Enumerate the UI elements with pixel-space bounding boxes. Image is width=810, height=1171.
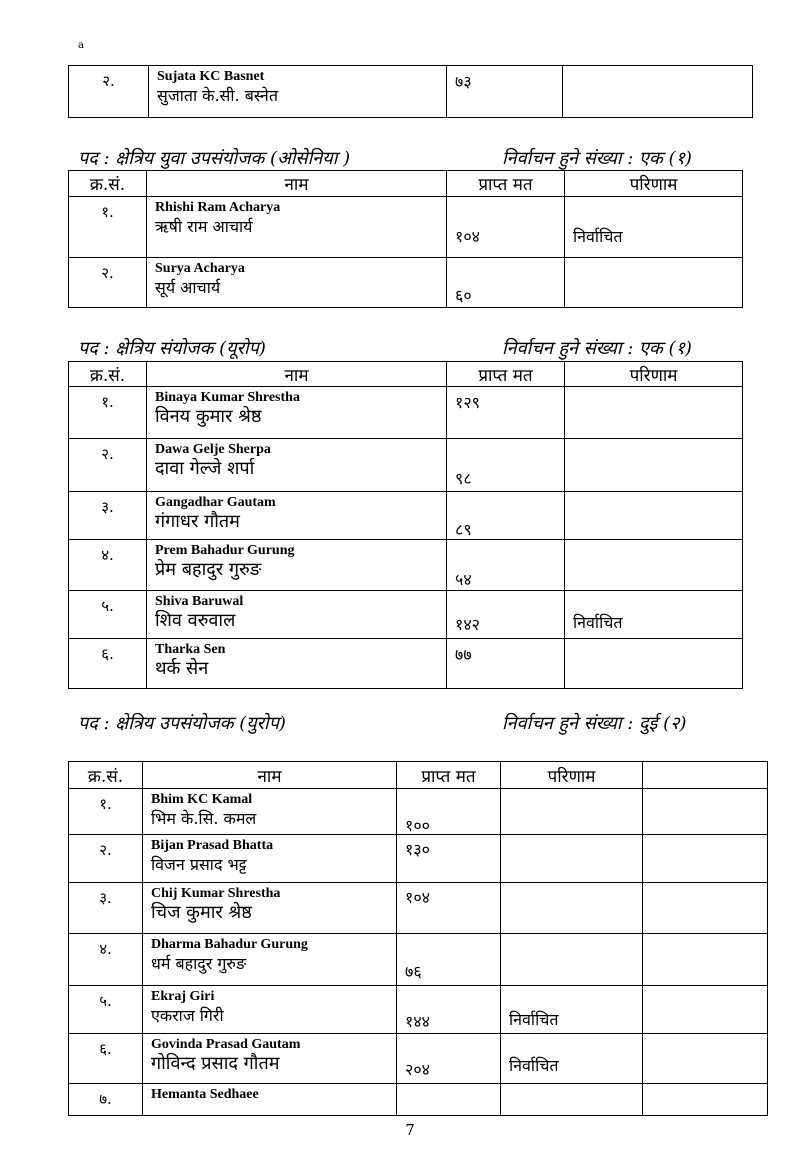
candidate-name-en: Govinda Prasad Gautam — [151, 1037, 301, 1052]
result-cell — [501, 1084, 643, 1116]
result-cell — [563, 66, 753, 118]
serial-cell: १. — [69, 197, 147, 258]
result-cell — [565, 639, 743, 689]
candidate-name-cell — [147, 492, 447, 540]
result-cell — [565, 439, 743, 492]
serial-cell: ६. — [69, 1034, 143, 1084]
votes-cell — [447, 492, 565, 540]
votes-value: १३० — [405, 840, 430, 859]
candidate-name-np: चिज कुमार श्रेष्ठ — [151, 902, 252, 923]
results-table-youth-oceania — [68, 170, 743, 308]
seat-count: निर्वाचन हुने संख्या : एक (१) — [502, 148, 692, 169]
result-cell — [501, 789, 643, 835]
votes-cell — [447, 591, 565, 639]
result-value: निर्वाचित — [573, 613, 623, 632]
page-mark: a — [78, 40, 84, 51]
result-cell — [565, 258, 743, 308]
table-row — [69, 1084, 768, 1116]
candidate-name-cell — [147, 197, 447, 258]
candidate-name-cell — [147, 439, 447, 492]
table-row — [69, 439, 743, 492]
serial-cell: ६. — [69, 639, 147, 689]
candidate-name-en: Tharka Sen — [155, 642, 226, 657]
candidate-name-en: Chij Kumar Shrestha — [151, 886, 281, 901]
candidate-name-en: Bijan Prasad Bhatta — [151, 838, 274, 853]
result-cell — [565, 540, 743, 591]
header-result: परिणाम — [565, 171, 743, 197]
candidate-name-np: सुजाता के.सी. बस्नेत — [157, 86, 278, 105]
candidate-name-np: गंगाधर गौतम — [155, 511, 240, 532]
table-row — [69, 591, 743, 639]
post-title: पद : क्षेत्रिय संयोजक (यूरोप) — [78, 338, 266, 359]
candidate-name-cell — [147, 258, 447, 308]
post-title: पद : क्षेत्रिय उपसंयोजक (युरोप) — [78, 713, 286, 734]
result-cell — [565, 591, 743, 639]
post-title: पद : क्षेत्रिय युवा उपसंयोजक (ओसेनिया ) — [78, 148, 351, 169]
candidate-name-en: Gangadhar Gautam — [155, 495, 276, 510]
candidate-name-np: धर्म बहादुर गुरुङ — [151, 954, 247, 973]
candidate-name-np: सूर्य आचार्य — [155, 278, 221, 297]
votes-cell — [447, 540, 565, 591]
results-table-continued — [68, 65, 753, 118]
table-row — [69, 197, 743, 258]
header-row — [69, 171, 743, 197]
table-row — [69, 387, 743, 439]
serial-cell: ४. — [69, 934, 143, 986]
table-row — [69, 986, 768, 1034]
header-votes: प्राप्त मत — [447, 171, 565, 197]
result-cell — [501, 1034, 643, 1084]
candidate-name-cell — [143, 789, 397, 835]
empty-cell — [643, 789, 768, 835]
table-row — [69, 492, 743, 540]
candidate-name-en: Dawa Gelje Sherpa — [155, 442, 271, 457]
serial-cell: ५. — [69, 986, 143, 1034]
result-cell — [565, 197, 743, 258]
result-cell — [565, 492, 743, 540]
candidate-name-cell — [147, 639, 447, 689]
seat-count: निर्वाचन हुने संख्या : दुई (२) — [502, 713, 687, 734]
votes-value: १०० — [405, 816, 430, 835]
candidate-name-np: विजन प्रसाद भट्ट — [151, 855, 247, 874]
candidate-name-np: प्रेम बहादुर गुरुङ — [155, 559, 262, 580]
header-serial: क्र.सं. — [69, 171, 147, 197]
votes-value: ७६ — [405, 962, 422, 981]
candidate-name-en: Rhishi Ram Acharya — [155, 200, 281, 215]
serial-cell: ३. — [69, 883, 143, 934]
votes-value: ६० — [455, 286, 472, 305]
votes-value: १०४ — [455, 227, 480, 246]
header-row — [69, 762, 768, 789]
candidate-name-en: Sujata KC Basnet — [157, 69, 265, 84]
serial-cell: ५. — [69, 591, 147, 639]
votes-cell — [447, 258, 565, 308]
votes-cell — [397, 1084, 501, 1116]
votes-cell — [397, 835, 501, 883]
serial-cell: २. — [69, 258, 147, 308]
results-table-deputy-coordinator-europe — [68, 761, 768, 1116]
header-votes: प्राप्त मत — [397, 762, 501, 789]
table-row — [69, 789, 768, 835]
serial-cell: ४. — [69, 540, 147, 591]
header-name: नाम — [147, 171, 447, 197]
votes-value: १२९ — [455, 393, 480, 412]
candidate-name-cell — [147, 591, 447, 639]
candidate-name-cell — [143, 835, 397, 883]
header-result: परिणाम — [501, 762, 643, 789]
seat-count: निर्वाचन हुने संख्या : एक (१) — [502, 338, 692, 359]
votes-cell — [397, 883, 501, 934]
votes-cell — [397, 789, 501, 835]
header-serial: क्र.सं. — [69, 362, 147, 387]
candidate-name-cell — [143, 1034, 397, 1084]
header-result: परिणाम — [565, 362, 743, 387]
empty-cell — [643, 934, 768, 986]
header-votes: प्राप्त मत — [447, 362, 565, 387]
empty-cell — [643, 1034, 768, 1084]
votes-value: २०४ — [405, 1060, 430, 1079]
votes-value: ७७ — [455, 645, 472, 664]
candidate-name-np: दावा गेल्जे शर्पा — [155, 458, 255, 479]
result-cell — [501, 835, 643, 883]
votes-value: १४२ — [455, 615, 480, 634]
candidate-name-cell — [143, 934, 397, 986]
header-row — [69, 362, 743, 387]
votes-value: ८९ — [455, 520, 472, 539]
candidate-name-np: ऋषी राम आचार्य — [155, 217, 253, 236]
candidate-name-np: विनय कुमार श्रेष्ठ — [155, 406, 262, 427]
table-row — [69, 835, 768, 883]
candidate-name-en: Bhim KC Kamal — [151, 792, 253, 807]
result-cell — [501, 934, 643, 986]
candidate-name-cell — [147, 540, 447, 591]
candidate-name-np: भिम के.सि. कमल — [151, 809, 257, 828]
votes-value: १०४ — [405, 888, 430, 907]
header-name: नाम — [143, 762, 397, 789]
candidate-name-np: शिव वरुवाल — [155, 610, 236, 631]
candidate-name-cell — [143, 883, 397, 934]
votes-cell — [397, 1034, 501, 1084]
votes-cell — [447, 639, 565, 689]
table-row — [69, 540, 743, 591]
candidate-name-np: गोविन्द प्रसाद गौतम — [151, 1053, 280, 1074]
candidate-name-en: Surya Acharya — [155, 261, 245, 276]
results-table-coordinator-europe — [68, 361, 743, 689]
serial-cell: २. — [69, 439, 147, 492]
serial-cell: २. — [69, 835, 143, 883]
candidate-name-np: थर्क सेन — [155, 658, 209, 679]
votes-value: ५४ — [455, 570, 472, 589]
votes-value: ९८ — [455, 469, 472, 488]
candidate-name-en: Shiva Baruwal — [155, 594, 244, 609]
votes-cell — [447, 439, 565, 492]
candidate-name-en: Prem Bahadur Gurung — [155, 543, 295, 558]
candidate-name-cell — [143, 1084, 397, 1116]
candidate-name-en: Ekraj Giri — [151, 989, 215, 1004]
table-row — [69, 639, 743, 689]
votes-cell — [447, 197, 565, 258]
table-row — [69, 883, 768, 934]
serial-cell: ३. — [69, 492, 147, 540]
result-value: निर्वाचित — [573, 227, 623, 246]
serial-cell: २. — [69, 66, 149, 118]
empty-cell — [643, 883, 768, 934]
candidate-name-np: एकराज गिरी — [151, 1006, 224, 1025]
result-cell — [501, 883, 643, 934]
serial-cell: १. — [69, 789, 143, 835]
empty-cell — [643, 1084, 768, 1116]
table-row — [69, 934, 768, 986]
page-number: 7 — [405, 1121, 415, 1139]
header-name: नाम — [147, 362, 447, 387]
empty-cell — [643, 986, 768, 1034]
result-value: निर्वाचित — [509, 1056, 559, 1075]
serial-cell: १. — [69, 387, 147, 439]
result-cell — [565, 387, 743, 439]
votes-value: ७३ — [455, 72, 472, 91]
table-row — [69, 258, 743, 308]
votes-cell — [397, 986, 501, 1034]
empty-cell — [643, 835, 768, 883]
votes-cell — [397, 934, 501, 986]
table-row — [69, 1034, 768, 1084]
candidate-name-en: Hemanta Sedhaee — [151, 1087, 259, 1102]
result-cell — [501, 986, 643, 1034]
header-serial: क्र.सं. — [69, 762, 143, 789]
candidate-name-cell — [143, 986, 397, 1034]
serial-cell: ७. — [69, 1084, 143, 1116]
votes-cell — [447, 66, 563, 118]
votes-value: १४४ — [405, 1012, 430, 1031]
candidate-name-cell — [149, 66, 447, 118]
candidate-name-cell — [147, 387, 447, 439]
candidate-name-en: Dharma Bahadur Gurung — [151, 937, 308, 952]
result-value: निर्वाचित — [509, 1010, 559, 1029]
votes-cell — [447, 387, 565, 439]
table-row — [69, 66, 753, 118]
candidate-name-en: Binaya Kumar Shrestha — [155, 390, 300, 405]
header-empty — [643, 762, 768, 789]
